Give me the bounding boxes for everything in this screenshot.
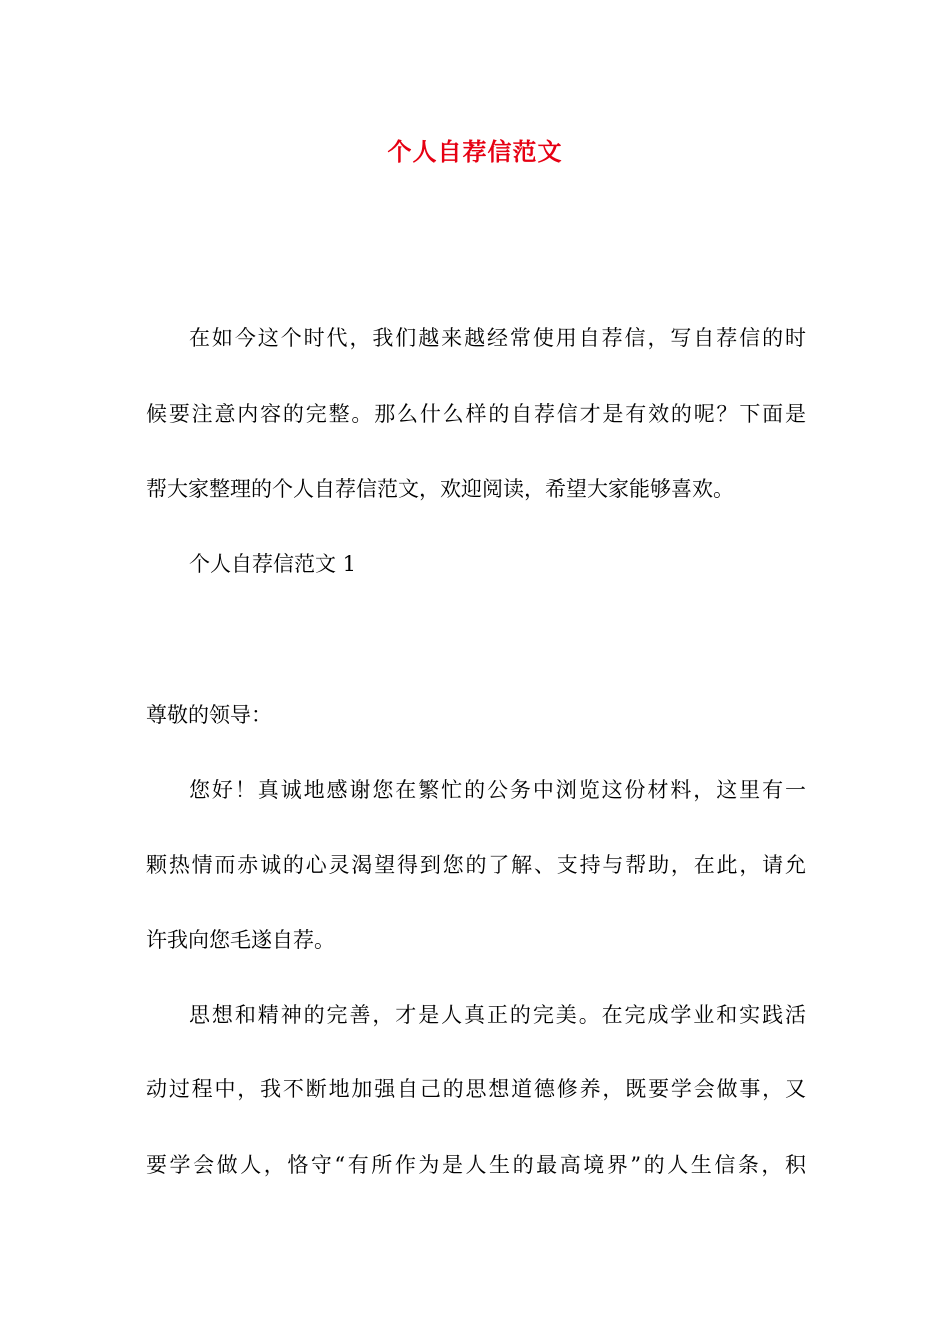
paragraph-line: 颗热情而赤诚的心灵渴望得到您的了解、支持与帮助，在此，请允 — [146, 853, 806, 877]
paragraph-line: 您好！真诚地感谢您在繁忙的公务中浏览这份材料，这里有一 — [189, 778, 806, 802]
section-heading: 个人自荐信范文 1 — [189, 552, 357, 576]
paragraph-line: 候要注意内容的完整。那么什么样的自荐信才是有效的呢？下面是 — [146, 402, 806, 426]
paragraph-line: 帮大家整理的个人自荐信范文，欢迎阅读，希望大家能够喜欢。 — [146, 477, 734, 501]
paragraph-line: 许我向您毛遂自荐。 — [146, 928, 335, 952]
paragraph-line: 在如今这个时代，我们越来越经常使用自荐信，写自荐信的时 — [189, 326, 806, 350]
paragraph-line: 思想和精神的完善，才是人真正的完美。在完成学业和实践活 — [189, 1003, 806, 1027]
salutation: 尊敬的领导： — [146, 703, 272, 727]
paragraph-line: 动过程中，我不断地加强自己的思想道德修养，既要学会做事，又 — [146, 1077, 806, 1101]
paragraph-line: 要学会做人，恪守“有所作为是人生的最高境界”的人生信条，积 — [146, 1153, 806, 1177]
document-title: 个人自荐信范文 — [387, 137, 563, 166]
